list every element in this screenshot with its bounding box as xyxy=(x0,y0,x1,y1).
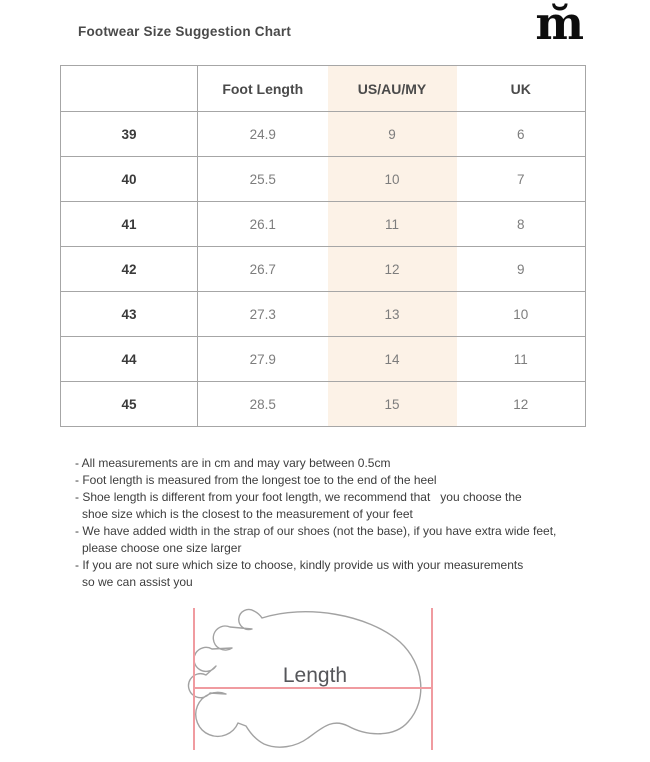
foot-length-cell: 28.5 xyxy=(198,382,328,427)
note-line: - We have added width in the strap of our shoes (not the base), if you have extra wide feet, xyxy=(75,524,557,538)
foot-length-cell: 27.3 xyxy=(198,292,328,337)
us-au-my-cell: 13 xyxy=(328,292,457,337)
length-label: Length xyxy=(282,664,348,687)
uk-cell: 7 xyxy=(457,157,586,202)
table-row xyxy=(61,292,586,337)
size-cell: 42 xyxy=(61,247,198,292)
note-line-continuation: shoe size which is the closest to the measurement of your feet xyxy=(82,507,413,521)
foot-diagram-svg xyxy=(160,598,460,762)
column-header-us-au-my: US/AU/MY xyxy=(328,66,457,112)
size-cell: 39 xyxy=(61,112,198,157)
table-row xyxy=(61,157,586,202)
uk-cell: 8 xyxy=(457,202,586,247)
foot-measurement-diagram xyxy=(160,598,460,762)
us-au-my-cell: 12 xyxy=(328,247,457,292)
table-row xyxy=(61,247,586,292)
notes-section xyxy=(75,455,605,591)
uk-cell: 10 xyxy=(457,292,586,337)
note-line: - All measurements are in cm and may vary between 0.5cm xyxy=(75,456,391,470)
size-cell: 45 xyxy=(61,382,198,427)
table-row xyxy=(61,112,586,157)
size-table xyxy=(60,65,586,427)
foot-length-cell: 27.9 xyxy=(198,337,328,382)
note-line-continuation: please choose one size larger xyxy=(82,541,242,555)
size-cell: 41 xyxy=(61,202,198,247)
table-header-row xyxy=(61,66,586,112)
uk-cell: 11 xyxy=(457,337,586,382)
uk-cell: 12 xyxy=(457,382,586,427)
uk-cell: 6 xyxy=(457,112,586,157)
note-line: - Foot length is measured from the longest toe to the end of the heel xyxy=(75,473,437,487)
size-cell: 44 xyxy=(61,337,198,382)
size-cell: 43 xyxy=(61,292,198,337)
us-au-my-cell: 10 xyxy=(328,157,457,202)
column-header-size xyxy=(61,66,198,112)
brand-logo: m̆ xyxy=(535,0,584,50)
foot-length-cell: 25.5 xyxy=(198,157,328,202)
size-cell: 40 xyxy=(61,157,198,202)
foot-length-cell: 26.7 xyxy=(198,247,328,292)
table-row xyxy=(61,382,586,427)
us-au-my-cell: 14 xyxy=(328,337,457,382)
us-au-my-cell: 11 xyxy=(328,202,457,247)
us-au-my-cell: 15 xyxy=(328,382,457,427)
table-row xyxy=(61,202,586,247)
page-title: Footwear Size Suggestion Chart xyxy=(78,24,292,39)
note-line: - Shoe length is different from your foot length, we recommend that you choose the xyxy=(75,490,522,504)
note-line: - If you are not sure which size to choose, kindly provide us with your measurements xyxy=(75,558,524,572)
us-au-my-cell: 9 xyxy=(328,112,457,157)
column-header-foot-length: Foot Length xyxy=(198,66,328,112)
foot-length-cell: 24.9 xyxy=(198,112,328,157)
table-row xyxy=(61,337,586,382)
foot-length-cell: 26.1 xyxy=(198,202,328,247)
uk-cell: 9 xyxy=(457,247,586,292)
note-line-continuation: so we can assist you xyxy=(82,575,193,589)
column-header-uk: UK xyxy=(457,66,586,112)
